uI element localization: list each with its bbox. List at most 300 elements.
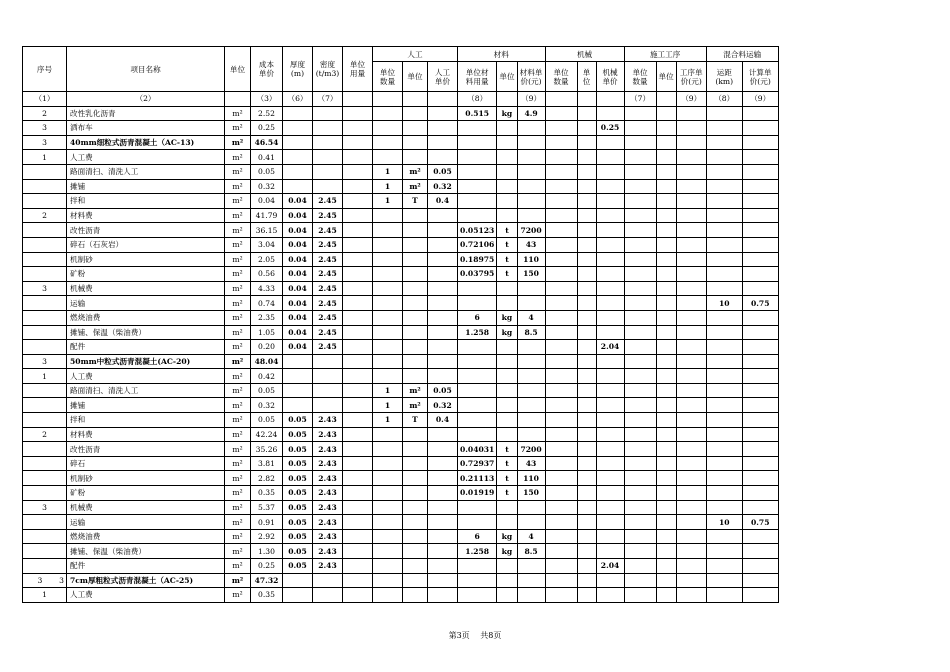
table-cell [742,383,778,398]
table-row [23,588,779,603]
table-cell [596,588,624,603]
table-cell: 43 [517,237,545,252]
table-cell [656,471,676,486]
table-cell: 0.56 [251,267,283,282]
table-cell [676,252,706,267]
table-cell [517,559,545,574]
header-labor-qty: 单位 数量 [373,62,403,92]
table-cell [517,515,545,530]
table-cell [403,559,428,574]
table-cell [596,456,624,471]
table-cell: 0.03795 [458,267,497,282]
table-cell [343,354,373,369]
table-cell [596,92,624,107]
header-unit-usage: 单位 用量 [343,47,373,92]
table-cell [23,237,67,252]
table-cell [343,500,373,515]
table-cell [343,194,373,209]
table-cell: 配件 [67,559,225,574]
table-cell [403,529,428,544]
table-cell [545,237,577,252]
table-cell [676,383,706,398]
table-cell: 0.25 [251,121,283,136]
table-cell [656,413,676,428]
table-cell [676,179,706,194]
table-cell: m² [225,573,251,588]
table-cell [373,544,403,559]
table-cell [373,442,403,457]
table-row [23,310,779,325]
table-cell [624,486,656,501]
table-cell: 0.72937 [458,456,497,471]
table-cell: 1 [373,194,403,209]
table-cell [497,398,517,413]
table-cell: 2.43 [313,442,343,457]
table-cell [742,413,778,428]
table-cell [676,573,706,588]
table-cell: 47.32 [251,573,283,588]
header-seq: 序号 [23,47,67,92]
table-cell [656,573,676,588]
table-cell [373,267,403,282]
table-cell [343,267,373,282]
table-row [23,544,779,559]
table-row [23,135,779,150]
table-cell [403,369,428,384]
table-cell [373,471,403,486]
table-cell: 0.05 [283,515,313,530]
table-cell [577,252,596,267]
table-cell: kg [497,310,517,325]
table-cell: 7cm厚粗粒式沥青混凝土（AC-25) [67,573,225,588]
table-cell: 0.05 [428,383,458,398]
table-cell [373,106,403,121]
table-cell [577,310,596,325]
table-cell [624,194,656,209]
table-cell: 2.45 [313,252,343,267]
table-cell [23,544,67,559]
table-cell: 3 [23,354,67,369]
table-cell: 0.04 [283,340,313,355]
table-cell [577,559,596,574]
table-cell [577,515,596,530]
table-cell [545,413,577,428]
table-cell [283,179,313,194]
table-cell: 0.05 [283,486,313,501]
table-cell [517,340,545,355]
table-cell [517,194,545,209]
table-cell: t [497,252,517,267]
header-distance: 运距 (km) [706,62,742,92]
table-row [23,267,779,282]
table-cell [428,135,458,150]
table-cell [742,340,778,355]
table-cell: 0.05 [283,529,313,544]
table-cell [656,223,676,238]
table-cell: 0.74 [251,296,283,311]
table-cell [545,150,577,165]
table-cell [742,267,778,282]
table-cell: 洒布车 [67,121,225,136]
table-cell [545,296,577,311]
table-cell: 7200 [517,223,545,238]
table-cell [545,267,577,282]
table-cell [373,369,403,384]
table-cell [343,106,373,121]
table-cell [742,456,778,471]
table-cell [403,486,428,501]
table-cell [497,194,517,209]
table-cell: 1 [373,413,403,428]
table-cell [676,150,706,165]
table-cell [373,135,403,150]
table-cell [343,150,373,165]
table-cell [458,208,497,223]
table-cell: 改性沥青 [67,442,225,457]
table-cell: 150 [517,267,545,282]
table-cell [545,529,577,544]
table-cell [742,164,778,179]
table-cell [403,281,428,296]
table-cell [624,515,656,530]
table-cell: （2） [67,92,225,107]
table-cell [656,121,676,136]
table-cell [23,559,67,574]
table-row [23,559,779,574]
table-cell [458,383,497,398]
header-calc-price: 计算单 价(元) [742,62,778,92]
table-cell [577,121,596,136]
table-cell [458,500,497,515]
table-cell: 2.45 [313,310,343,325]
table-cell [706,486,742,501]
table-cell [545,208,577,223]
table-row [23,179,779,194]
table-cell: 7200 [517,442,545,457]
table-cell: m² [225,106,251,121]
header-density: 密度 (t/m3) [313,47,343,92]
table-cell [624,398,656,413]
table-cell: 碎石（石灰岩） [67,237,225,252]
table-cell [577,223,596,238]
table-cell [624,427,656,442]
table-cell [403,427,428,442]
table-cell [624,106,656,121]
table-cell: 2.43 [313,486,343,501]
table-cell [624,267,656,282]
table-cell: 人工费 [67,369,225,384]
table-cell [596,383,624,398]
table-cell [577,544,596,559]
table-cell: 3 [23,121,67,136]
table-cell: 10 [706,296,742,311]
table-cell [624,223,656,238]
table-cell: （9） [676,92,706,107]
table-cell: 0.35 [251,588,283,603]
table-cell [706,223,742,238]
table-cell [742,223,778,238]
table-cell [497,427,517,442]
table-cell: 0.32 [428,398,458,413]
table-cell [545,500,577,515]
table-cell [624,237,656,252]
table-cell [313,179,343,194]
table-cell [458,340,497,355]
table-cell: 0.05 [283,471,313,486]
header-mat-unit: 单位 [497,62,517,92]
table-cell: 机械费 [67,281,225,296]
table-cell [497,354,517,369]
table-cell [343,573,373,588]
table-cell: kg [497,325,517,340]
table-cell [23,383,67,398]
table-cell [577,413,596,428]
table-cell: 0.05 [251,383,283,398]
header-machinery: 机械 [545,47,624,62]
table-cell [458,413,497,428]
table-cell [373,340,403,355]
table-cell [313,135,343,150]
table-cell: 0.05123 [458,223,497,238]
table-cell [676,135,706,150]
table-cell [403,573,428,588]
table-cell [497,121,517,136]
table-cell [497,515,517,530]
table-cell: t [497,456,517,471]
table-cell [343,340,373,355]
table-cell [577,383,596,398]
table-cell: m² [225,544,251,559]
table-cell [458,164,497,179]
table-cell [624,208,656,223]
table-cell [596,296,624,311]
table-cell [577,456,596,471]
table-cell [545,179,577,194]
table-cell [373,310,403,325]
table-cell [23,194,67,209]
table-cell [624,588,656,603]
table-cell: 48.04 [251,354,283,369]
table-cell [706,150,742,165]
table-cell [706,413,742,428]
table-row [23,150,779,165]
table-cell [403,325,428,340]
table-cell [742,544,778,559]
table-row [23,252,779,267]
table-cell [545,369,577,384]
table-body [23,92,779,603]
table-cell [497,92,517,107]
table-cell [497,559,517,574]
table-cell [676,194,706,209]
table-cell: m² [225,179,251,194]
table-cell: 8.5 [517,325,545,340]
table-cell: （1） [23,92,67,107]
table-cell [343,515,373,530]
table-cell [373,559,403,574]
table-cell [656,296,676,311]
table-cell [706,529,742,544]
table-cell [343,121,373,136]
table-cell: （8） [706,92,742,107]
table-cell: 2.82 [251,471,283,486]
table-cell [458,150,497,165]
table-cell [458,121,497,136]
table-cell: m² [225,413,251,428]
table-cell [596,427,624,442]
table-cell: 110 [517,252,545,267]
header-proc-price: 工序单 价(元) [676,62,706,92]
table-cell [656,427,676,442]
header-proc-qty: 单位 数量 [624,62,656,92]
header-material: 材料 [458,47,546,62]
table-cell [403,588,428,603]
table-cell: 人工费 [67,588,225,603]
table-cell [676,529,706,544]
table-cell: 2.43 [313,456,343,471]
table-cell [676,281,706,296]
table-cell: 2.45 [313,340,343,355]
table-cell [23,515,67,530]
table-row [23,354,779,369]
table-cell [517,369,545,384]
table-cell [343,237,373,252]
table-cell: m² [225,223,251,238]
table-cell [23,267,67,282]
table-cell: m² [225,150,251,165]
table-cell [624,179,656,194]
table-cell [497,573,517,588]
table-cell [373,150,403,165]
table-cell [545,223,577,238]
table-cell: t [497,223,517,238]
table-cell [742,150,778,165]
table-cell [497,179,517,194]
table-cell [742,194,778,209]
table-cell [23,296,67,311]
table-cell: t [497,442,517,457]
table-cell [596,252,624,267]
table-cell [458,281,497,296]
table-cell [545,559,577,574]
table-cell [624,529,656,544]
table-cell [596,515,624,530]
table-cell [596,544,624,559]
table-cell [517,164,545,179]
table-row [23,223,779,238]
table-cell: m² [403,383,428,398]
table-cell: 0.4 [428,194,458,209]
table-cell [403,135,428,150]
table-cell: m² [225,471,251,486]
table-cell [343,208,373,223]
table-cell [545,354,577,369]
table-cell [706,237,742,252]
table-cell: 0.4 [428,413,458,428]
table-cell [742,106,778,121]
table-cell [656,544,676,559]
table-cell: 2.43 [313,427,343,442]
table-cell [742,588,778,603]
table-cell [596,223,624,238]
table-cell [545,106,577,121]
table-cell [545,383,577,398]
table-cell: m² [225,296,251,311]
table-cell [458,573,497,588]
table-cell: 碎石 [67,456,225,471]
header-mach-unit: 单 位 [577,62,596,92]
table-cell [676,340,706,355]
table-cell: 2.52 [251,106,283,121]
table-row [23,383,779,398]
table-cell: 2.45 [313,325,343,340]
table-cell [742,237,778,252]
table-cell [706,354,742,369]
table-cell [676,237,706,252]
table-cell [706,559,742,574]
table-cell [373,296,403,311]
table-cell: 1 [373,179,403,194]
table-cell: 10 [706,515,742,530]
table-cell [656,179,676,194]
header-labor-price: 人工 单价 [428,62,458,92]
table-cell: （7） [624,92,656,107]
table-cell [545,92,577,107]
table-cell [577,179,596,194]
table-cell [428,354,458,369]
table-cell: 3.81 [251,456,283,471]
table-cell: 0.25 [251,559,283,574]
table-cell [313,383,343,398]
table-cell [373,252,403,267]
table-cell [373,325,403,340]
table-cell [706,471,742,486]
table-cell [706,194,742,209]
table-cell [373,223,403,238]
table-cell: 燃烧油费 [67,310,225,325]
table-cell [545,164,577,179]
table-cell: 矿粉 [67,486,225,501]
table-cell [343,398,373,413]
table-row [23,325,779,340]
table-cell [706,340,742,355]
table-cell [517,354,545,369]
table-row [23,281,779,296]
table-row [23,529,779,544]
table-cell [656,486,676,501]
table-cell [497,135,517,150]
table-cell [706,121,742,136]
table-cell: 50mm中粒式沥青混凝土(AC-20) [67,354,225,369]
table-cell [497,500,517,515]
table-cell: m² [225,281,251,296]
table-cell: m² [225,267,251,282]
table-cell [596,150,624,165]
table-cell [706,500,742,515]
table-cell: kg [497,544,517,559]
table-cell [577,208,596,223]
table-cell [373,354,403,369]
table-cell [596,413,624,428]
table-cell: 5.37 [251,500,283,515]
table-cell: 摊铺、保温（柴油费） [67,325,225,340]
table-cell: 35.26 [251,442,283,457]
table-cell [343,383,373,398]
table-cell [458,354,497,369]
table-cell [624,150,656,165]
table-cell [656,92,676,107]
table-cell [545,194,577,209]
